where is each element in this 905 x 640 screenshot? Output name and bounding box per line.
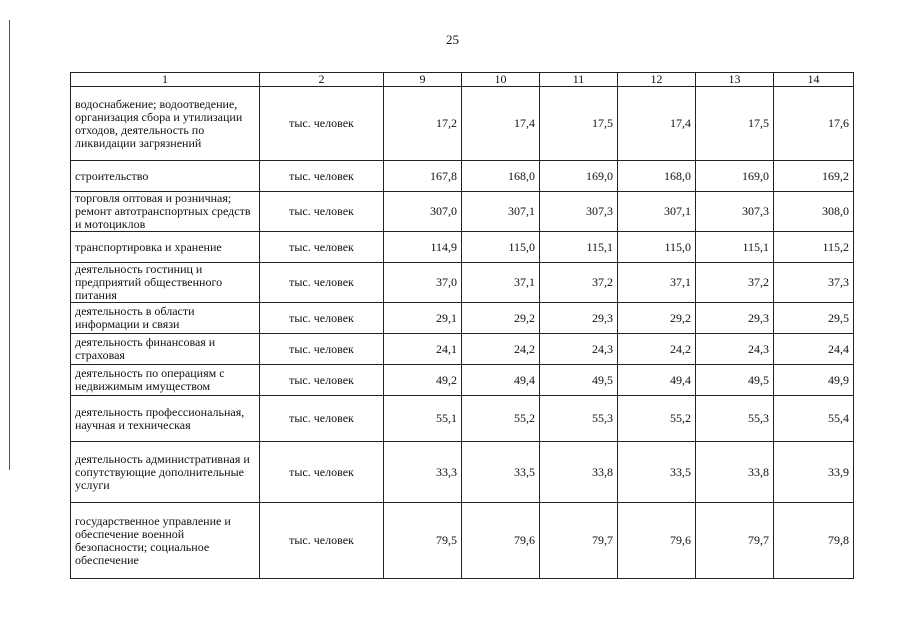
value-cell: 24,1 [384, 334, 462, 365]
value-cell: 49,5 [696, 365, 774, 396]
column-header: 14 [774, 73, 854, 87]
value-cell: 37,3 [774, 263, 854, 303]
unit-cell: тыс. человек [260, 303, 384, 334]
value-cell: 307,1 [618, 192, 696, 232]
unit-cell: тыс. человек [260, 396, 384, 442]
value-cell: 29,5 [774, 303, 854, 334]
value-cell: 24,2 [618, 334, 696, 365]
value-cell: 49,9 [774, 365, 854, 396]
page-number: 25 [446, 32, 459, 47]
activity-name-cell: транспортировка и хранение [71, 232, 260, 263]
value-cell: 115,1 [696, 232, 774, 263]
value-cell: 55,2 [462, 396, 540, 442]
value-cell: 24,3 [540, 334, 618, 365]
table-row [71, 396, 854, 442]
unit-cell: тыс. человек [260, 263, 384, 303]
activity-name-cell: деятельность в области информации и связи [71, 303, 260, 334]
value-cell: 29,2 [618, 303, 696, 334]
value-cell: 17,2 [384, 87, 462, 161]
value-cell: 29,3 [540, 303, 618, 334]
unit-cell: тыс. человек [260, 232, 384, 263]
value-cell: 55,3 [540, 396, 618, 442]
activity-name-cell: деятельность финансовая и страховая [71, 334, 260, 365]
column-header: 12 [618, 73, 696, 87]
unit-cell: тыс. человек [260, 365, 384, 396]
column-header: 13 [696, 73, 774, 87]
value-cell: 115,0 [462, 232, 540, 263]
value-cell: 79,5 [384, 503, 462, 579]
activity-name-cell: деятельность профессиональная, научная и техническая [71, 396, 260, 442]
data-table [70, 72, 854, 579]
activity-name-cell: строительство [71, 161, 260, 192]
unit-cell: тыс. человек [260, 192, 384, 232]
value-cell: 33,5 [462, 442, 540, 503]
value-cell: 37,1 [618, 263, 696, 303]
value-cell: 169,0 [540, 161, 618, 192]
activity-name-cell: государственное управление и обеспечение военной безопасности; социальное обеспечение [71, 503, 260, 579]
value-cell: 49,4 [462, 365, 540, 396]
value-cell: 17,5 [540, 87, 618, 161]
column-header: 1 [71, 73, 260, 87]
value-cell: 308,0 [774, 192, 854, 232]
value-cell: 24,3 [696, 334, 774, 365]
value-cell: 167,8 [384, 161, 462, 192]
value-cell: 169,2 [774, 161, 854, 192]
activity-name-cell: деятельность административная и сопутствующие дополнительные услуги [71, 442, 260, 503]
value-cell: 33,3 [384, 442, 462, 503]
value-cell: 33,5 [618, 442, 696, 503]
unit-cell: тыс. человек [260, 503, 384, 579]
column-header: 2 [260, 73, 384, 87]
table-row [71, 161, 854, 192]
value-cell: 79,8 [774, 503, 854, 579]
table-row [71, 192, 854, 232]
value-cell: 115,1 [540, 232, 618, 263]
activity-name-cell: деятельность по операциям с недвижимым имуществом [71, 365, 260, 396]
value-cell: 33,8 [696, 442, 774, 503]
value-cell: 33,8 [540, 442, 618, 503]
table-row [71, 503, 854, 579]
table-row [71, 365, 854, 396]
table-row [71, 334, 854, 365]
value-cell: 307,3 [696, 192, 774, 232]
column-header: 9 [384, 73, 462, 87]
value-cell: 17,6 [774, 87, 854, 161]
activity-name-cell: торговля оптовая и розничная; ремонт автотранспортных средств и мотоциклов [71, 192, 260, 232]
margin-line [9, 20, 10, 470]
column-header: 10 [462, 73, 540, 87]
unit-cell: тыс. человек [260, 87, 384, 161]
value-cell: 79,7 [540, 503, 618, 579]
value-cell: 79,6 [462, 503, 540, 579]
value-cell: 55,2 [618, 396, 696, 442]
value-cell: 17,4 [462, 87, 540, 161]
value-cell: 33,9 [774, 442, 854, 503]
header-row [71, 73, 854, 87]
value-cell: 37,2 [696, 263, 774, 303]
value-cell: 114,9 [384, 232, 462, 263]
value-cell: 79,6 [618, 503, 696, 579]
value-cell: 29,3 [696, 303, 774, 334]
value-cell: 17,5 [696, 87, 774, 161]
unit-cell: тыс. человек [260, 334, 384, 365]
value-cell: 29,2 [462, 303, 540, 334]
value-cell: 24,4 [774, 334, 854, 365]
table-row [71, 303, 854, 334]
value-cell: 55,3 [696, 396, 774, 442]
value-cell: 37,1 [462, 263, 540, 303]
value-cell: 168,0 [462, 161, 540, 192]
table-row [71, 442, 854, 503]
unit-cell: тыс. человек [260, 161, 384, 192]
value-cell: 17,4 [618, 87, 696, 161]
table-row [71, 232, 854, 263]
activity-name-cell: деятельность гостиниц и предприятий общественного питания [71, 263, 260, 303]
value-cell: 55,4 [774, 396, 854, 442]
value-cell: 24,2 [462, 334, 540, 365]
value-cell: 37,0 [384, 263, 462, 303]
table-row [71, 263, 854, 303]
value-cell: 49,5 [540, 365, 618, 396]
value-cell: 115,0 [618, 232, 696, 263]
value-cell: 29,1 [384, 303, 462, 334]
value-cell: 49,4 [618, 365, 696, 396]
value-cell: 307,3 [540, 192, 618, 232]
value-cell: 307,1 [462, 192, 540, 232]
value-cell: 49,2 [384, 365, 462, 396]
unit-cell: тыс. человек [260, 442, 384, 503]
value-cell: 169,0 [696, 161, 774, 192]
table-body [71, 87, 854, 579]
value-cell: 307,0 [384, 192, 462, 232]
table-row [71, 87, 854, 161]
value-cell: 55,1 [384, 396, 462, 442]
activity-name-cell: водоснабжение; водоотведение, организация сбора и утилизации отходов, деятельность по ликвидации загрязнений [71, 87, 260, 161]
value-cell: 79,7 [696, 503, 774, 579]
column-header: 11 [540, 73, 618, 87]
value-cell: 115,2 [774, 232, 854, 263]
value-cell: 37,2 [540, 263, 618, 303]
value-cell: 168,0 [618, 161, 696, 192]
